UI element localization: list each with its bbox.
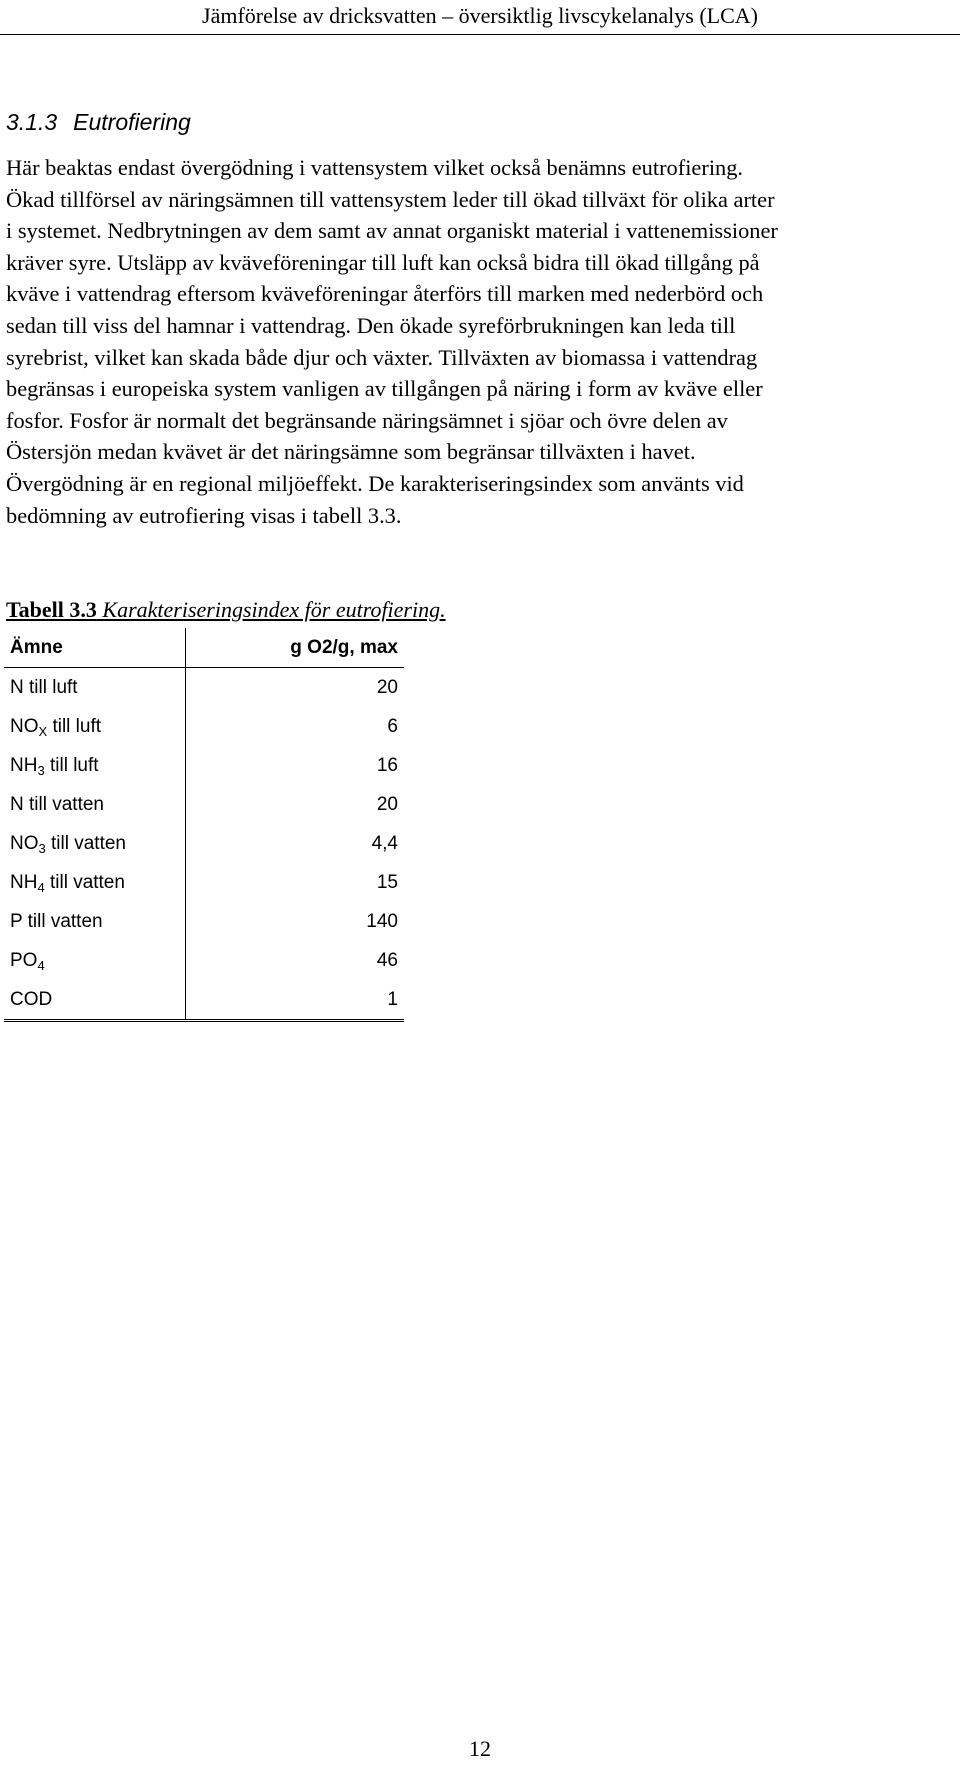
substance-cell [4,902,186,941]
value-cell: 20 [376,676,398,698]
paragraph-line: Östersjön medan kvävet är det näringsämne som begränsar tillväxten i havet. [6,439,696,465]
paragraph-line: fosfor. Fosfor är normalt det begränsande näringsämnet i sjöar och övre delen av [6,407,728,433]
substance-name: NO [10,715,39,737]
substance-subscript: 3 [38,840,46,856]
paragraph-line: Övergödning är en regional miljöeffekt. De karakteriseringsindex som använts vid [6,470,744,496]
substance-cell [4,668,186,708]
section-heading [6,108,191,136]
paragraph-line: bedömning av eutrofiering visas i tabell 3.3. [6,502,402,528]
value-cell: 140 [366,910,398,932]
substance-name: NO [10,832,39,854]
value-cell: 1 [186,980,405,1021]
paragraph-line: kräver syre. Utsläpp av kväveföreningar till luft kan också bidra till ökad tillgång på [6,249,760,275]
substance-name: NH [10,754,38,776]
table-caption [6,596,446,624]
table-row [4,980,404,1021]
value-cell: 20 [376,793,398,815]
substance-name: COD [10,988,53,1010]
table-caption-label: Tabell 3.3 [6,597,97,622]
section-number: 3.1.3 [6,109,58,135]
table-row [4,941,404,980]
paragraph-line: i systemet. Nedbrytningen av dem samt av annat organiskt material i vattenemissioner [6,218,778,244]
substance-medium: till luft [44,754,99,776]
table-row [4,707,404,746]
substance-cell [4,785,186,824]
column-header-value: g O2/g, max [186,628,405,668]
header-divider [0,34,960,35]
value-cell: 15 [376,871,398,893]
substance-cell [4,863,186,902]
value-cell: 16 [376,754,398,776]
substance-medium: till vatten [44,871,125,893]
substance-medium: till vatten [45,832,126,854]
substance-cell [4,941,186,980]
table-header-row [4,628,404,668]
paragraph-line: begränsas i europeiska system vanligen av tillgången på näring i form av kväve eller [6,376,763,402]
value-cell: 46 [376,949,398,971]
column-header-substance: Ämne [4,628,186,668]
substance-name: N till vatten [10,793,104,815]
table-row [4,746,404,785]
paragraph-line: sedan till viss del hamnar i vattendrag. Den ökade syreförbrukningen kan leda till [6,312,736,338]
paragraph-line: kväve i vattendrag eftersom kväveföreningar återförs till marken med nederbörd och [6,281,764,307]
substance-cell [4,707,186,746]
substance-subscript: 3 [37,762,45,778]
paragraph-line: Här beaktas endast övergödning i vattensystem vilket också benämns eutrofiering. [6,155,744,180]
paragraph-line: Ökad tillförsel av näringsämnen till vattensystem leder till ökad tillväxt för olika arter [6,186,775,212]
substance-name: P till vatten [10,910,103,932]
substance-name: NH [10,871,38,893]
substance-name: N till luft [10,676,78,698]
table-row [4,668,404,708]
substance-cell [4,746,186,785]
substance-cell [4,980,186,1021]
section-title: Eutrofiering [73,109,191,135]
substance-subscript: 4 [37,957,45,973]
page-number-value: 12 [469,1736,491,1761]
substance-subscript: 4 [37,879,45,895]
substance-name: PO [10,949,38,971]
value-cell: 6 [387,715,398,737]
value-cell: 4,4 [371,832,398,854]
paragraph-line: syrebrist, vilket kan skada både djur och växter. Tillväxten av biomassa i vattendrag [6,344,758,370]
page-number [0,1735,960,1763]
characterization-table [4,628,404,1022]
table-row [4,785,404,824]
running-header-title: Jämförelse av dricksvatten – översiktlig livscykelanalys (LCA) [202,3,758,28]
substance-medium: till luft [47,715,102,737]
substance-subscript: X [38,723,48,739]
running-header [0,0,960,30]
table-row [4,824,404,863]
body-paragraph [6,152,956,531]
table-row [4,902,404,941]
table-caption-text: Karakteriseringsindex för eutrofiering. [96,597,446,622]
substance-cell [4,824,186,863]
table-row [4,863,404,902]
